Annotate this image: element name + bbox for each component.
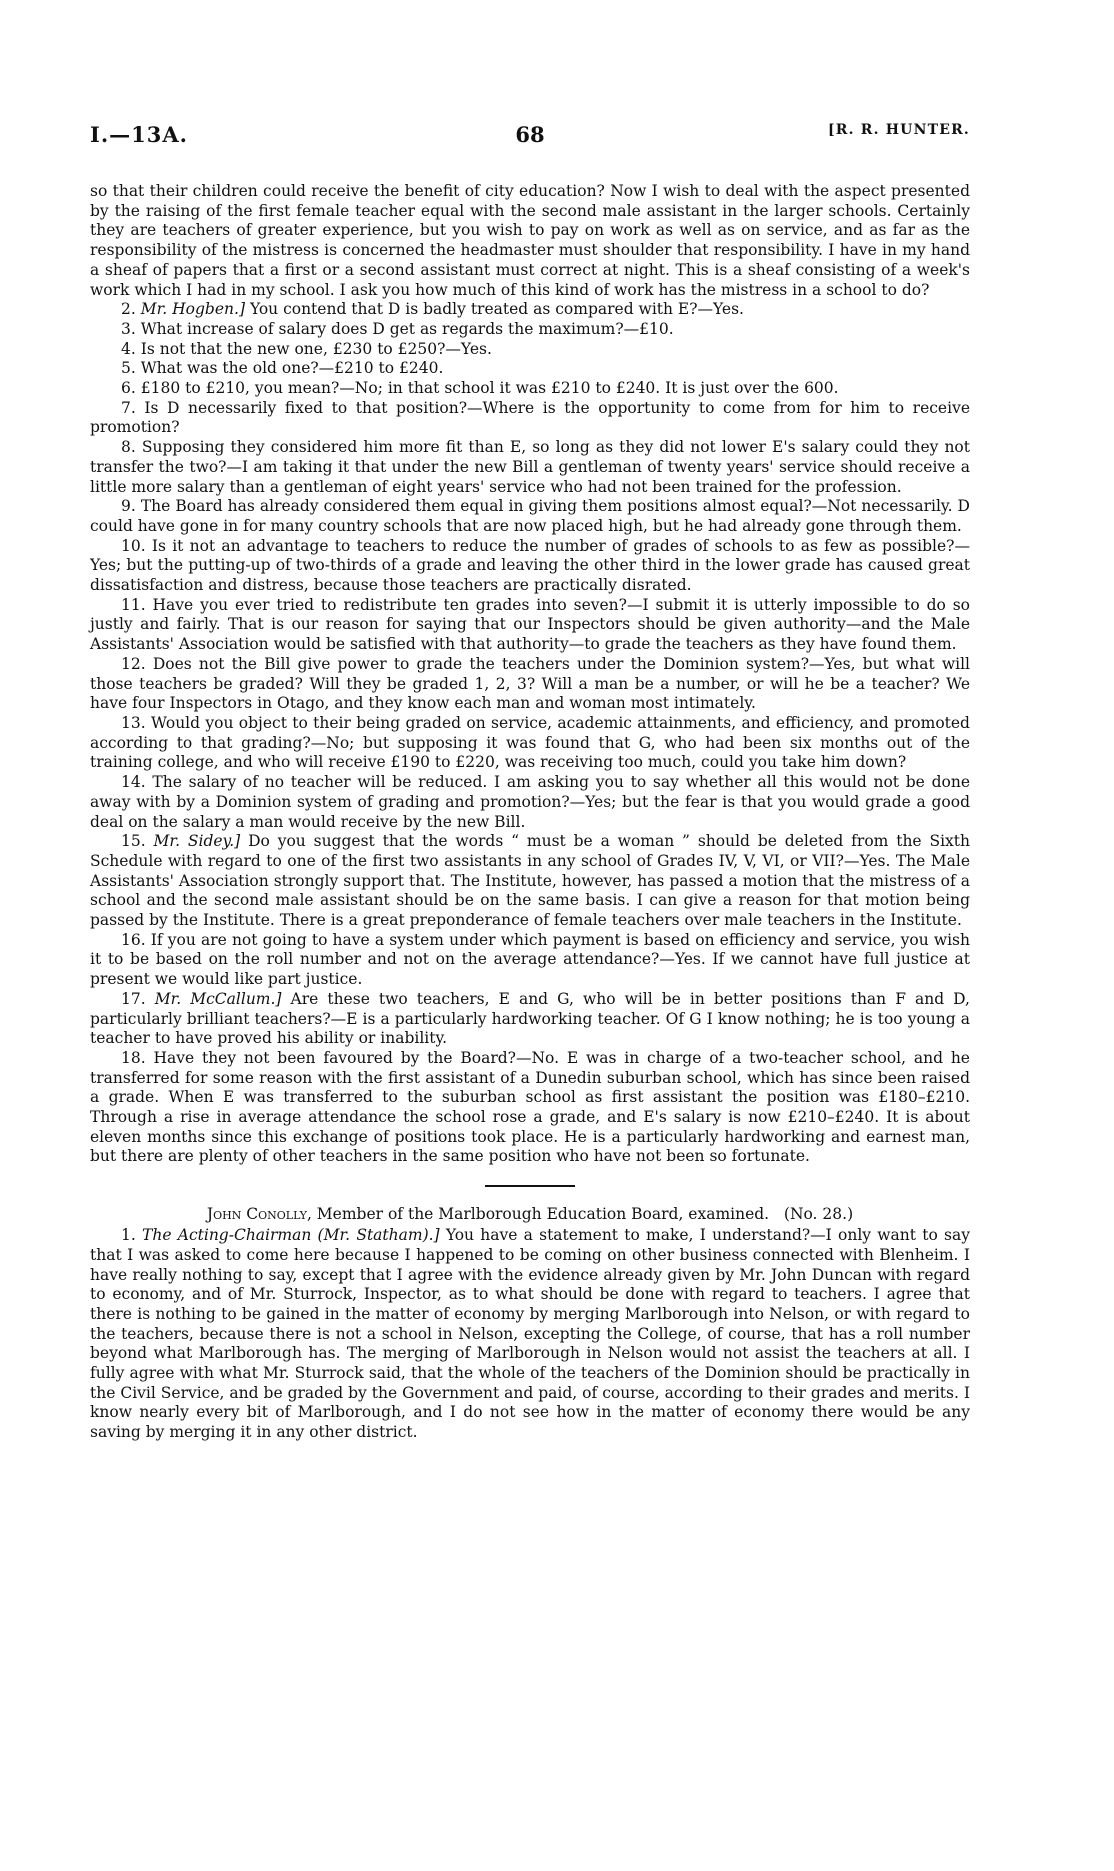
paragraph-text: Are these two teachers, E and G, who will be in better positions than F and D, particularly brilliant teachers?—E is a particularly hardworking teacher. Of G I know nothing; he is too young a teacher to have proved his ability or inability. (90, 989, 970, 1048)
question-paragraph (90, 497, 970, 536)
question-paragraph (90, 990, 970, 1049)
paragraph-text: You contend that D is badly treated as compared with E?—Yes. (249, 300, 744, 319)
question-number: 8. (121, 438, 136, 457)
document-page (90, 122, 970, 1443)
question-number: 4. (121, 339, 136, 358)
question-number: 2. (121, 300, 136, 319)
paragraph-text: The salary of no teacher will be reduced. I am asking you to say whether all this would not be done away with by a Dominion system of grading and promotion?—Yes; but the fear is that you would grade a good deal on the salary a man would receive by the new Bill. (90, 773, 970, 831)
question-paragraph (90, 1226, 970, 1443)
question-paragraph (90, 438, 970, 497)
paragraph-text: The Board has already considered them equal in giving them positions almost equal?—Not necessarily. D could have gone in for many country schools that are now placed high, but he had already gone through them. (90, 497, 970, 535)
evidence-section-conolly (90, 1226, 970, 1443)
paragraph-text: Does not the Bill give power to grade the teachers under the Dominion system?—Yes, but what will those teachers be graded? Will they be graded 1, 2, 3? Will a man be a number, or will he be a teacher? We have four Inspectors in Otago, and they know each man and woman most intimately. (90, 654, 970, 713)
paragraph-text: Have you ever tried to redistribute ten grades into seven?—I submit it is utterly impossible to do so justly and fairly. That is our reason for saying that our Inspectors should be given authority—and the Male Assistants' Association would be satisfied with that authority—to grade the teachers as they have found them. (90, 595, 970, 654)
witness-name: John Conolly (206, 1205, 307, 1224)
question-paragraph (90, 537, 970, 596)
paragraph-text: What increase of salary does D get as regards the maximum?—£10. (140, 319, 674, 338)
question-number: 10. (121, 536, 146, 555)
question-paragraph (90, 340, 970, 360)
question-number: 3. (121, 319, 136, 338)
question-number: 18. (121, 1048, 146, 1067)
question-paragraph (90, 931, 970, 990)
question-paragraph (90, 359, 970, 379)
question-number: 16. (121, 930, 146, 949)
witness-heading (90, 1204, 970, 1224)
question-paragraph (90, 182, 970, 300)
question-number: 17. (121, 989, 146, 1008)
page-number: 68 (515, 122, 545, 147)
paragraph-text: Is D necessarily fixed to that position?—Where is the opportunity to come from for him to receive promotion? (90, 398, 970, 437)
paragraph-text: Supposing they considered him more fit than E, so long as they did not lower E's salary could they not transfer the two?—I am taking it that under the new Bill a gentleman of twenty years' service should receive a little more salary than a gentleman of eight years' service who had not been trained for the profession. (90, 438, 970, 496)
question-number: 6. (121, 379, 136, 398)
question-paragraph (90, 320, 970, 340)
paragraph-text: Do you suggest that the words “ must be a woman ” should be deleted from the Sixth Schedule with regard to one of the first two assistants in any school of Grades IV, V, VI, or VII?—Yes. The Male Assistants' Association strongly support that. The Institute, however, has passed a motion that the mistress of a school and the second male assistant should be on the same basis. I can give a reason for that motion being passed by the Institute. There is a great preponderance of female teachers over male teachers in the Institute. (90, 832, 970, 930)
question-number: 12. (121, 654, 146, 673)
question-number: 9. (121, 497, 136, 516)
paragraph-text: Would you object to their being graded on service, academic attainments, and efficiency, and promoted according to that grading?—No; but supposing it was found that G, who had been six months out of the training college, and who will receive £190 to £220, was receiving too much, could you take him down? (90, 713, 970, 772)
question-paragraph (90, 773, 970, 832)
question-number: 11. (121, 595, 146, 614)
document-reference: I.—13A. (90, 122, 188, 147)
speaker-name: The Acting-Chairman (Mr. Statham).] (142, 1226, 440, 1245)
witness-number: (No. 28.) (783, 1205, 854, 1224)
paragraph-text: Is it not an advantage to teachers to reduce the number of grades of schools to as few as possible?—Yes; but the putting-up of two-thirds of a grade and leaving the other third in the lower grade has caused great dissatisfaction and distress, because those teachers are practically disrated. (90, 536, 970, 595)
question-paragraph (90, 300, 970, 320)
paragraph-text: Have they not been favoured by the Board?—No. E was in charge of a two-teacher school, and he transferred for some reason with the first assistant of a Dunedin suburban school, which has since been raised a grade. When E was transferred to the suburban school as first assistant the position was £180–£210. Through a rise in average attendance the school rose a grade, and E's salary is now £210–£240. It is about eleven months since this exchange of positions took place. He is a particularly hardworking and earnest man, but there are plenty of other teachers in the same position who have not been so fortunate. (90, 1048, 970, 1166)
question-paragraph (90, 832, 970, 931)
question-number: 13. (121, 713, 146, 732)
witness-running-head: [R. R. HUNTER. (827, 122, 970, 138)
paragraph-text: £180 to £210, you mean?—No; in that school it was £210 to £240. It is just over the 600. (140, 379, 839, 398)
question-number: 15. (121, 832, 146, 851)
question-paragraph (90, 714, 970, 773)
page-header (90, 122, 970, 152)
speaker-name: Mr. McCallum.] (154, 989, 282, 1008)
question-paragraph (90, 379, 970, 399)
question-paragraph (90, 399, 970, 438)
evidence-section-hunter (90, 182, 970, 1167)
witness-description: , Member of the Marlborough Education Board, examined. (306, 1205, 770, 1224)
question-number: 14. (121, 773, 146, 792)
question-number: 1. (121, 1226, 136, 1245)
question-paragraph (90, 655, 970, 714)
paragraph-text: Is not that the new one, £230 to £250?—Yes. (140, 339, 492, 358)
speaker-name: Mr. Sidey.] (153, 832, 241, 851)
question-paragraph (90, 596, 970, 655)
paragraph-text: What was the old one?—£210 to £240. (140, 359, 444, 378)
section-divider (485, 1185, 575, 1187)
speaker-name: Mr. Hogben.] (140, 300, 245, 319)
question-paragraph (90, 1049, 970, 1167)
paragraph-text: so that their children could receive the benefit of city education? Now I wish to deal with the aspect presented by the raising of the first female teacher equal with the second male assistant in the larger schools. Certainly they are teachers of greater experience, but you wish to pay on work as well as on service, and as far as the responsibility of the mistress is concerned the headmaster must shoulder that responsibility. I have in my hand a sheaf of papers that a first or a second assistant must correct at night. This is a sheaf consisting of a week's work which I had in my school. I ask you how much of this kind of work has the mistress in a school to do? (90, 182, 970, 299)
paragraph-text: You have a statement to make, I understand?—I only want to say that I was asked to come here because I happened to be coming on other business connected with Blenheim. I have really nothing to say, except that I agree with the evidence already given by Mr. John Duncan with regard to economy, and of Mr. Sturrock, Inspector, as to what should be done with regard to teachers. I agree that there is nothing to be gained in the matter of economy by merging Marlborough into Nelson, or with regard to the teachers, because there is not a school in Nelson, excepting the College, of course, that has a roll number beyond what Marlborough has. The merging of Marlborough in Nelson would not assist the teachers at all. I fully agree with what Mr. Sturrock said, that the whole of the teachers of the Dominion should be practically in the Civil Service, and be graded by the Government and paid, of course, according to their grades and merits. I know nearly every bit of Marlborough, and I do not see how in the matter of economy there would be any saving by merging it in any other district. (90, 1226, 970, 1442)
paragraph-text: If you are not going to have a system under which payment is based on efficiency and service, you wish it to be based on the roll number and not on the average attendance?—Yes. If we cannot have full justice at present we would like part justice. (90, 930, 970, 989)
question-number: 5. (121, 359, 136, 378)
question-number: 7. (121, 398, 136, 417)
